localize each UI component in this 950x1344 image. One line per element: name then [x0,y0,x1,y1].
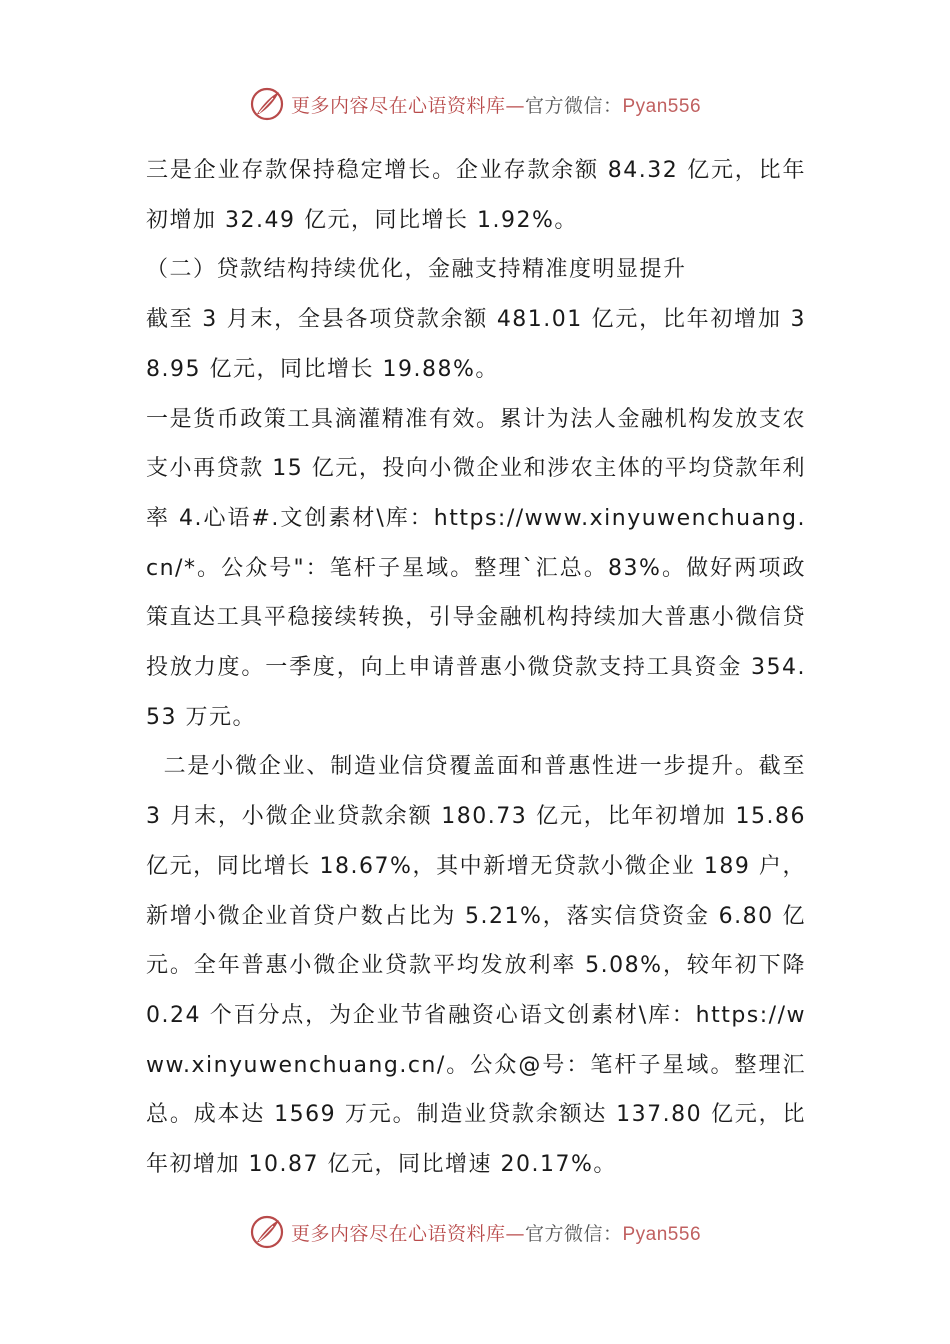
header-banner [0,82,950,126]
quill-logo-icon [249,86,285,122]
paragraph-small-enterprise: 二是小微企业、制造业信贷覆盖面和普惠性进一步提升。截至 3 月末，小微企业贷款余额 180.73 亿元，比年初增加 15.86 亿元，同比增长 18.67%，其中新增无贷款小微企业 189 户，新增小微企业首贷户数占比为 5.21%，落实信贷资金 6.80 亿元。全年普惠小微企业贷款平均发放利率 5.08%，较年初下降 0.24 个百分点，为企业节省融资心语文创素材\库：https://www.xinyuwenchuang.cn/。公众@号：笔杆子星域。整理汇总。成本达 1569 万元。制造业贷款余额达 137.80 亿元，比年初增加 10.87 亿元，同比增速 20.17%。 [146,754,815,1178]
quill-logo-icon [249,1214,285,1250]
banner-sub-text: 官方微信： [524,94,623,117]
banner-wechat-id: Pyan556 [622,95,702,117]
banner-separator: — [505,1222,525,1245]
banner-wechat-id: Pyan556 [622,1223,702,1245]
paragraph-monetary-policy: 一是货币政策工具滴灌精准有效。累计为法人金融机构发放支农支小再贷款 15 亿元，投向小微企业和涉农主体的平均贷款年利率 4.心语#.文创素材\库：https://www.xinyuwenchuang.cn/*。公众号"：笔杆子星域。整理`汇总。83%。做好两项政策直达工具平稳接续转换，引导金融机构持续加大普惠小微信贷投放力度。一季度，向上申请普惠小微贷款支持工具资金 354.53 万元。 [146,406,806,730]
banner-separator: — [505,94,525,117]
banner-main-text: 更多内容尽在心语资料库 [290,94,506,117]
banner-text [291,1219,701,1246]
banner-main-text: 更多内容尽在心语资料库 [290,1222,506,1245]
footer-banner [0,1210,950,1254]
paragraph-loan-balance: 截至 3 月末，全县各项贷款余额 481.01 亿元，比年初增加 38.95 亿元，同比增长 19.88%。 [146,307,806,382]
banner-sub-text: 官方微信： [524,1222,623,1245]
banner-text [291,91,701,118]
document-body [146,146,815,1190]
paragraph-enterprise-deposits: 三是企业存款保持稳定增长。企业存款余额 84.32 亿元，比年初增加 32.49 亿元，同比增长 1.92%。 [146,158,806,233]
section-heading-loan-structure: （二）贷款结构持续优化，金融支持精准度明显提升 [146,257,687,283]
